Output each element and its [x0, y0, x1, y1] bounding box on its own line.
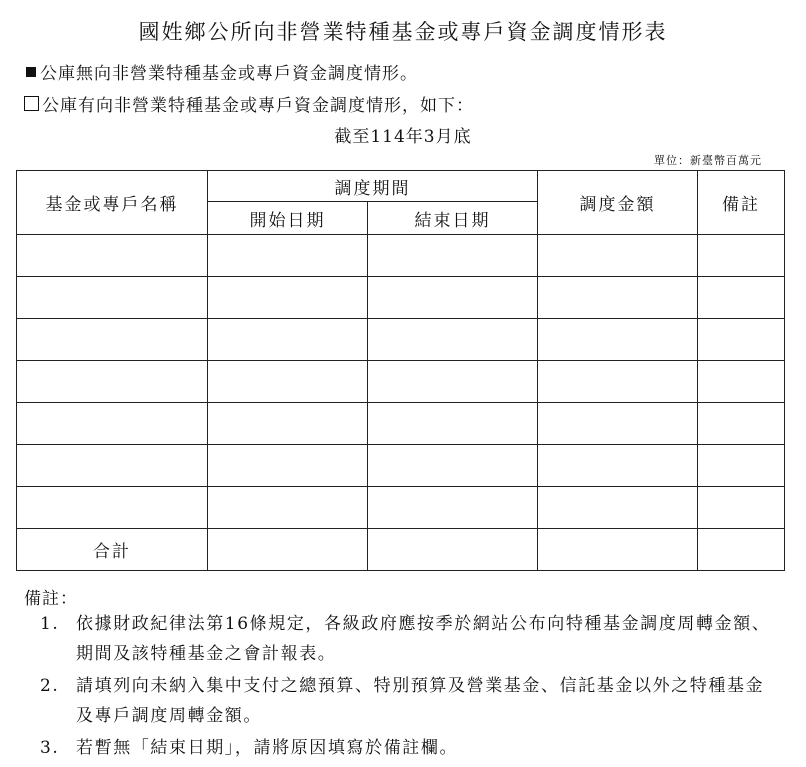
dispatch-table	[16, 170, 785, 571]
cell-remarks	[698, 235, 785, 277]
cell-amount	[538, 445, 698, 487]
cell-remarks	[698, 277, 785, 319]
note-text: 請填列向未納入集中支付之總預算、特別預算及營業基金、信託基金以外之特種基金及專戶調度周轉金額。	[76, 676, 765, 726]
total-cell	[368, 529, 538, 571]
option-has-dispatch-label: 公庫有向非營業特種基金或專戶資金調度情形，如下：	[42, 96, 474, 116]
header-remarks: 備註	[698, 171, 785, 235]
cell-amount	[538, 403, 698, 445]
cell-start-date	[208, 445, 368, 487]
cell-end-date	[368, 403, 538, 445]
note-item	[40, 609, 780, 669]
table-row	[17, 319, 785, 361]
total-cell	[698, 529, 785, 571]
cell-end-date	[368, 235, 538, 277]
cell-start-date	[208, 235, 368, 277]
table-header-row	[17, 171, 785, 202]
cell-amount	[538, 235, 698, 277]
cell-remarks	[698, 361, 785, 403]
cell-remarks	[698, 319, 785, 361]
cell-fund-name	[17, 487, 208, 529]
note-number: 3.	[40, 738, 60, 758]
total-label: 合計	[17, 529, 208, 571]
header-period: 調度期間	[208, 171, 538, 202]
page-title: 國姓鄉公所向非營業特種基金或專戶資金調度情形表	[138, 20, 668, 44]
cell-start-date	[208, 319, 368, 361]
notes-label: 備註：	[24, 589, 78, 609]
cell-remarks	[698, 487, 785, 529]
table-row	[17, 277, 785, 319]
cell-end-date	[368, 487, 538, 529]
cell-amount	[538, 487, 698, 529]
note-item	[40, 733, 780, 763]
cell-end-date	[368, 445, 538, 487]
cell-start-date	[208, 403, 368, 445]
cell-amount	[538, 361, 698, 403]
cell-start-date	[208, 277, 368, 319]
table-total-row	[17, 529, 785, 571]
note-number: 1.	[40, 614, 60, 634]
cell-fund-name	[17, 277, 208, 319]
note-text: 若暫無「結束日期」，請將原因填寫於備註欄。	[76, 738, 459, 758]
cell-fund-name	[17, 361, 208, 403]
cell-end-date	[368, 361, 538, 403]
note-text: 依據財政紀律法第16條規定，各級政府應按季於網站公布向特種基金調度周轉金額、期間及該特種基金之會計報表。	[76, 614, 771, 664]
filled-checkbox-icon	[26, 67, 36, 77]
cell-fund-name	[17, 403, 208, 445]
table-row	[17, 403, 785, 445]
table-row	[17, 361, 785, 403]
cell-end-date	[368, 277, 538, 319]
cell-start-date	[208, 487, 368, 529]
cell-fund-name	[17, 319, 208, 361]
table-row	[17, 235, 785, 277]
cell-remarks	[698, 403, 785, 445]
cell-remarks	[698, 445, 785, 487]
note-number: 2.	[40, 676, 60, 696]
table-row	[17, 487, 785, 529]
cell-amount	[538, 277, 698, 319]
total-cell	[538, 529, 698, 571]
option-has-dispatch	[24, 91, 474, 116]
cell-fund-name	[17, 445, 208, 487]
table-row	[17, 445, 785, 487]
option-no-dispatch	[24, 59, 418, 84]
header-fund-name: 基金或專戶名稱	[17, 171, 208, 235]
empty-checkbox-icon	[24, 96, 39, 111]
header-start-date: 開始日期	[208, 202, 368, 235]
option-no-dispatch-label: 公庫無向非營業特種基金或專戶資金調度情形。	[40, 64, 418, 84]
cell-end-date	[368, 319, 538, 361]
cutoff-date: 截至114年3月底	[334, 127, 472, 147]
header-amount: 調度金額	[538, 171, 698, 235]
total-cell	[208, 529, 368, 571]
unit-label: 單位：新臺幣百萬元	[654, 154, 762, 167]
cell-amount	[538, 319, 698, 361]
header-end-date: 結束日期	[368, 202, 538, 235]
cell-start-date	[208, 361, 368, 403]
cell-fund-name	[17, 235, 208, 277]
note-item	[40, 671, 780, 731]
